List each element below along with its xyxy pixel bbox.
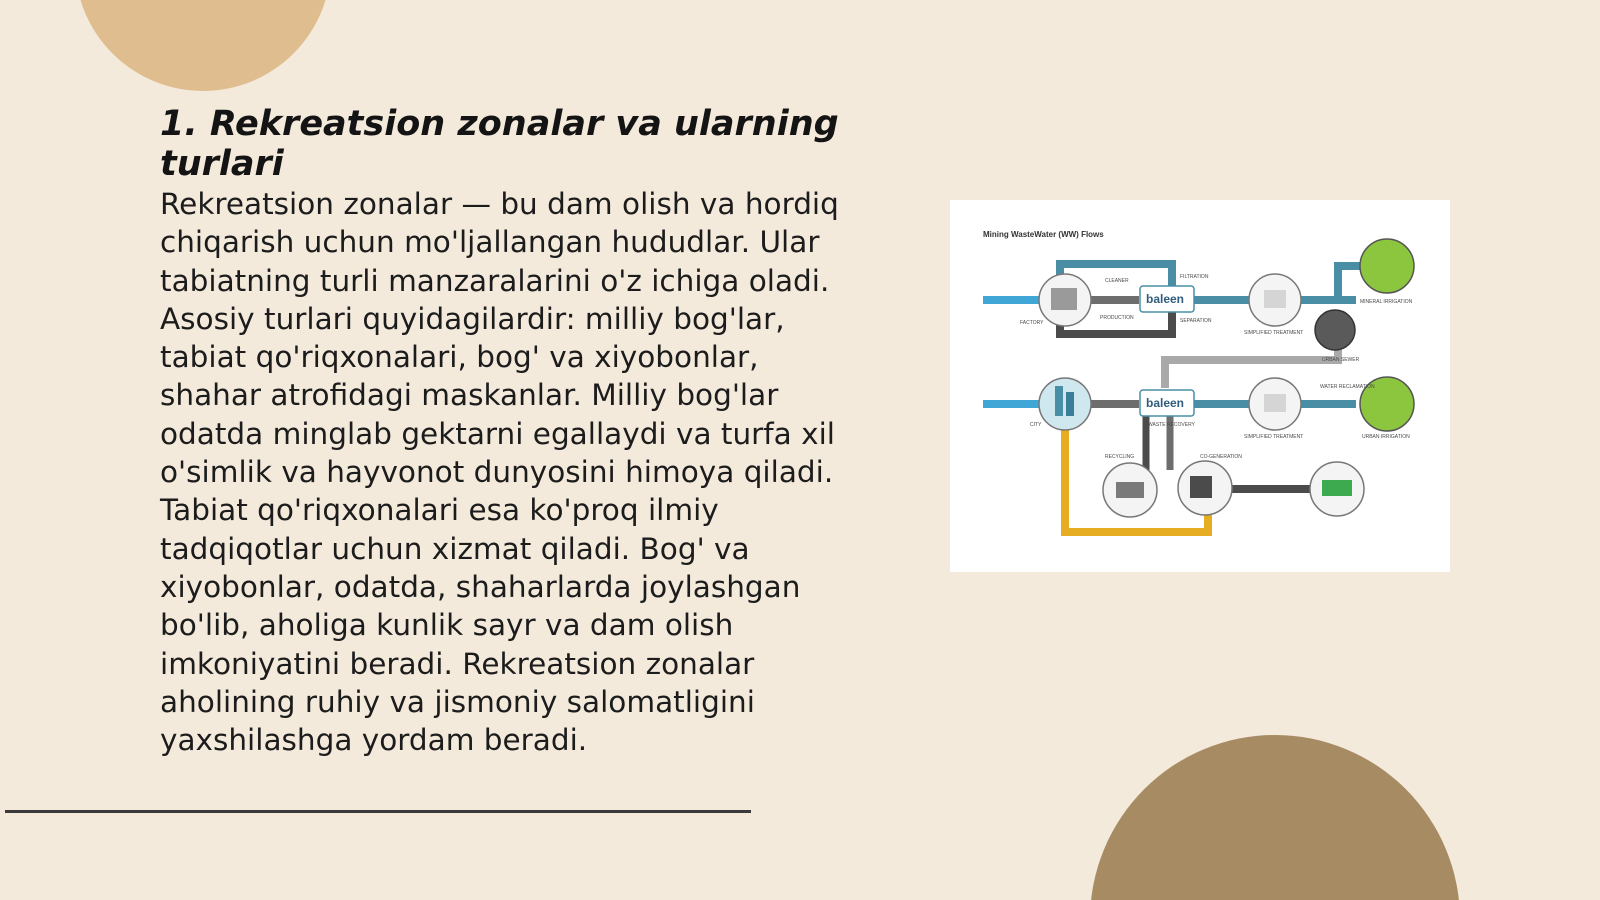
label-urban-irrigation: URBAN IRRIGATION: [1362, 434, 1410, 440]
divider-line: [5, 810, 751, 813]
label-cleaner: CLEANER: [1105, 278, 1129, 284]
recycling-icon: [1116, 482, 1144, 498]
city-tower-icon-1: [1055, 386, 1063, 416]
mineral-irrigation-node: [1360, 239, 1414, 293]
tank-icon-top: [1264, 290, 1286, 308]
label-simplified-treatment-bottom: SIMPLIFIED TREATMENT: [1244, 434, 1304, 440]
label-separation: SEPARATION: [1180, 318, 1212, 324]
irrigation-flow: [1296, 266, 1362, 300]
cogeneration-icon: [1190, 476, 1212, 498]
label-mineral-irrigation: MINERAL IRRIGATION: [1360, 299, 1413, 305]
label-simplified-treatment-top: SIMPLIFIED TREATMENT: [1244, 330, 1304, 336]
treatment-flow: [1194, 400, 1252, 408]
label-urban-sewer: URBAN SEWER: [1322, 357, 1360, 363]
diagram-svg: [950, 200, 1450, 572]
slide-title: 1. Rekreatsion zonalar va ularning turlari: [160, 104, 839, 184]
factory-outflow: [1085, 296, 1139, 304]
label-factory: FACTORY: [1020, 320, 1044, 326]
slide-body-text: Rekreatsion zonalar — bu dam olish va hordiq chiqarish uchun mo'ljallangan hududlar. Ular tabiatning turli manzaralarini o'z ichiga oladi. Asosiy turlari quyidagilardir: milliy bog'lar, tabiat qo'riqxonalari, bog' va xiyobonlar, shahar atrofidagi maskanlar. Milliy bog'lar odatda minglab gektarni egallaydi va turfa xil o'simlik va hayvonot dunyosini himoya qiladi. Tabiat qo'riqxonalari esa ko'proq ilmiy tadqiqotlar uchun xizmat qiladi. Bog' va xiyobonlar, odatda, shaharlarda joylashgan bo'lib, aholiga kunlik sayr va dam olish imkoniyatini beradi. Rekreatsion zonalar aholining ruhiy va jismoniy salomatligini yaxshilashga yordam beradi.: [160, 187, 839, 758]
label-water-reclamation: WATER RECLAMATION: [1320, 384, 1375, 390]
city-outflow: [1085, 400, 1139, 408]
label-co-generation: CO-GENERATION: [1200, 454, 1242, 460]
tank-icon-bottom: [1264, 394, 1286, 412]
factory-inflow-arrow: [983, 296, 1041, 304]
decorative-circle-bottom: [1090, 735, 1460, 900]
label-filtration: FILTRATION: [1180, 274, 1209, 280]
filtration-flow: [1194, 296, 1252, 304]
label-waste-recovery: WASTE RECOVERY: [1148, 422, 1195, 428]
mineral-flow: [1296, 296, 1356, 304]
label-production: PRODUCTION: [1100, 315, 1134, 321]
sewer-connector-flow: [1165, 340, 1338, 388]
diagram-title: Mining WasteWater (WW) Flows: [983, 230, 1104, 239]
city-node: [1039, 378, 1091, 430]
decorative-circle-top: [75, 0, 331, 91]
factory-building-icon: [1051, 288, 1077, 310]
reclamation-flow: [1296, 400, 1356, 408]
wastewater-flow-diagram: [950, 200, 1450, 572]
urban-sewer-node: [1315, 310, 1355, 350]
baleen-logo-bottom: baleen: [1146, 396, 1185, 410]
label-city: CITY: [1030, 422, 1042, 428]
city-inflow-arrow: [983, 400, 1041, 408]
city-tower-icon-2: [1066, 392, 1074, 416]
baleen-logo-top: baleen: [1146, 292, 1185, 306]
truck-icon: [1322, 480, 1352, 496]
label-recycling: RECYCLING: [1105, 454, 1135, 460]
